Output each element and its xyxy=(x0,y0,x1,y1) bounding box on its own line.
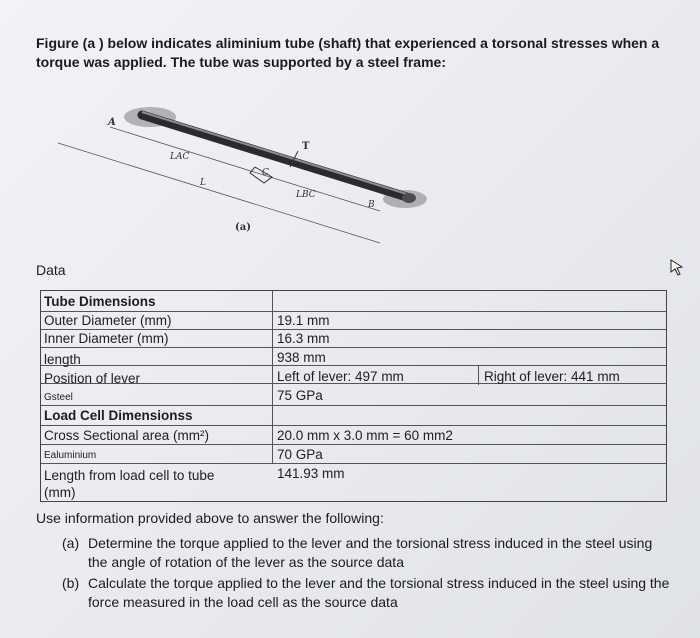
load-cell-length-value: 141.93 mm xyxy=(277,466,345,481)
lever-left-value: Left of lever: 497 mm xyxy=(277,369,404,384)
label-lac: LAC xyxy=(170,152,190,162)
outer-diameter-value: 19.1 mm xyxy=(277,313,330,328)
label-a: A xyxy=(108,117,116,128)
cross-section-label: Cross Sectional area (mm²) xyxy=(44,428,210,443)
load-cell-length-unit: (mm) xyxy=(44,485,76,500)
mouse-cursor-icon xyxy=(668,258,686,276)
lever-right-value: Right of lever: 441 mm xyxy=(484,369,620,384)
data-table xyxy=(40,290,667,502)
outer-diameter-label: Outer Diameter (mm) xyxy=(44,313,172,328)
figure-caption: (a) xyxy=(235,222,251,233)
e-aluminium-value: 70 GPa xyxy=(277,447,323,462)
length-value: 938 mm xyxy=(277,350,326,365)
inner-diameter-label: Inner Diameter (mm) xyxy=(44,331,169,346)
question-a-text: Determine the torque applied to the lever and the torsional stress induced in the steel using the angle of rotation of the lever as the source data xyxy=(88,535,653,570)
g-steel-label: Gsteel xyxy=(44,392,73,403)
question-b xyxy=(62,574,672,614)
cross-section-value: 20.0 mm x 3.0 mm = 60 mm2 xyxy=(277,428,453,443)
question-b-text: Calculate the torque applied to the lever and the torsional stress induced in the steel using the force measured in the load cell as the source data xyxy=(88,575,670,610)
dimension-line-l xyxy=(58,143,380,243)
data-heading: Data xyxy=(36,262,66,278)
label-l: L xyxy=(200,178,206,188)
intro-paragraph: Figure (a ) below indicates aliminium tube (shaft) that experienced a torsonal stresses when a torque was applied. The tube was supported by a steel frame: xyxy=(36,35,660,70)
question-a xyxy=(62,534,672,574)
instruction-text: Use information provided above to answer the following: xyxy=(36,510,384,526)
load-cell-heading: Load Cell Dimensionss xyxy=(44,408,193,423)
tube-dimensions-heading: Tube Dimensions xyxy=(44,294,156,309)
inner-diameter-value: 16.3 mm xyxy=(277,331,330,346)
question-b-number: (b) xyxy=(62,575,80,591)
label-t: T xyxy=(302,141,310,152)
label-c: C xyxy=(262,168,269,178)
label-b: B xyxy=(368,200,375,210)
e-aluminium-label: Ealuminium xyxy=(44,450,97,461)
label-lbc: LBC xyxy=(296,190,316,200)
tube-end-b xyxy=(402,193,416,203)
lever-position-label: Position of lever xyxy=(44,371,141,386)
load-cell-length-label: Length from load cell to tube xyxy=(44,468,215,483)
g-steel-value: 75 GPa xyxy=(277,388,323,403)
length-label: length xyxy=(44,352,81,367)
tube-diagram xyxy=(50,95,430,245)
question-a-number: (a) xyxy=(62,535,80,551)
